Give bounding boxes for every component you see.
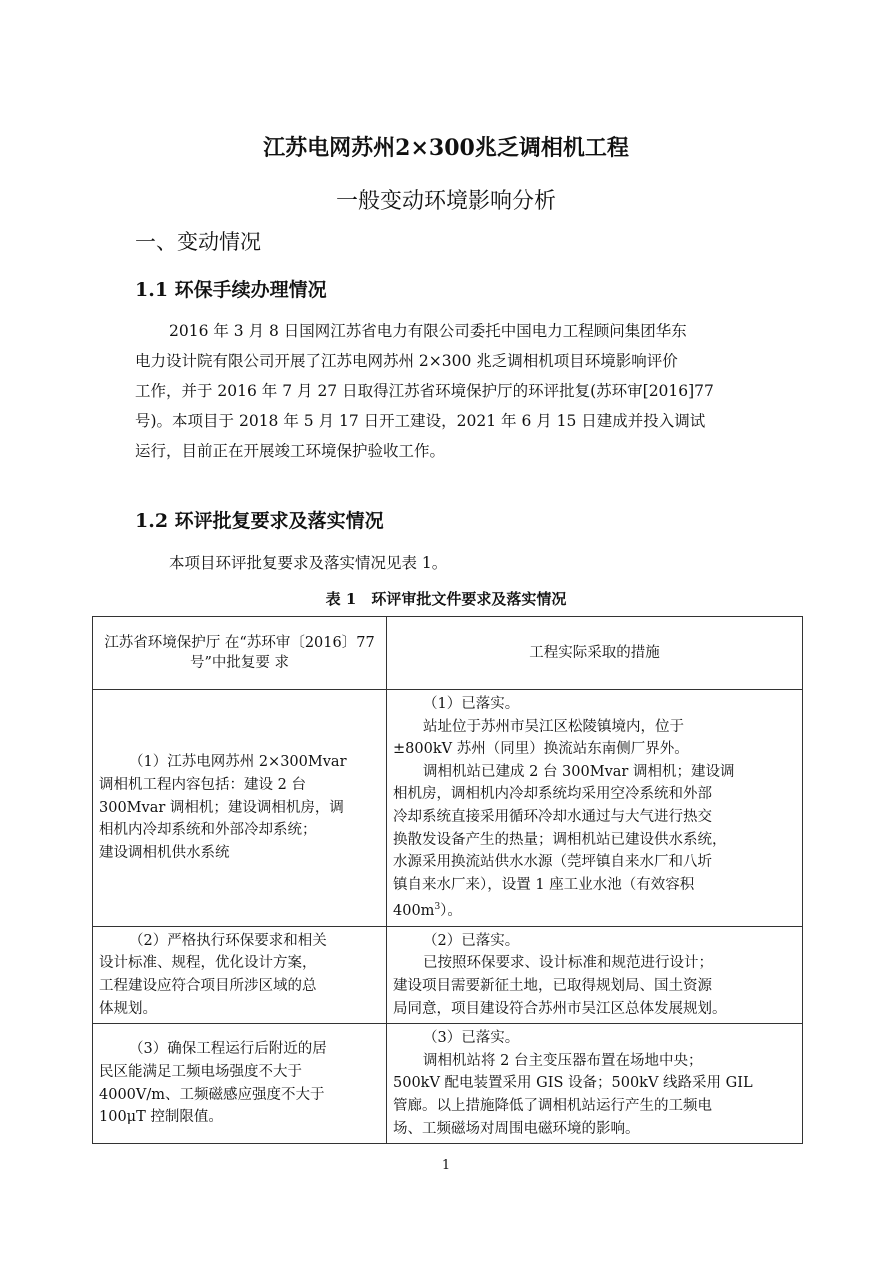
table-row [93,1024,803,1144]
paragraph-approval-procedures [135,316,765,466]
table-row [93,926,803,1023]
section-heading-1-1: 1.1 环保手续办理情况 [135,279,327,301]
paragraph-line: 本项目环评批复要求及落实情况见表 1。 [169,554,448,572]
paragraph-table-reference [135,548,765,578]
requirement-cell: （2）严格执行环保要求和相关 设计标准、规程，优化设计方案， 工程建设应符合项目所涉区域的总 体规划。 [93,926,387,1023]
document-title: 江苏电网苏州2×300兆乏调相机工程 [263,135,629,161]
table-row [93,690,803,927]
page-number: 1 [441,1158,451,1173]
table-header-row [93,617,803,690]
section-heading-1-2: 1.2 环评批复要求及落实情况 [135,510,384,532]
paragraph-line: 运行，目前正在开展竣工环境保护验收工作。 [135,442,446,460]
requirement-cell: （1）江苏电网苏州 2×300Mvar 调相机工程内容包括：建设 2 台 300Mvar 调相机；建设调相机房，调 相机内冷却系统和外部冷却系统； 建设调相机供水系统 [93,690,387,927]
document-subtitle: 一般变动环境影响分析 [335,189,556,214]
header-cell-requirements: 江苏省环境保护厅 在“苏环审〔2016〕77 号”中批复要 求 [93,617,387,690]
measure-cell: （2）已落实。 已按照环保要求、设计标准和规范进行设计； 建设项目需要新征土地，已取得规划局、国土资源 局同意，项目建设符合苏州市吴江区总体发展规划。 [387,926,803,1023]
requirements-table [92,616,803,1144]
paragraph-line: 2016 年 3 月 8 日国网江苏省电力有限公司委托中国电力工程顾问集团华东 [169,322,687,340]
paragraph-line: 工作，并于 2016 年 7 月 27 日取得江苏省环境保护厅的环评批复(苏环审[2016]77 [135,382,714,400]
measure-cell: （3）已落实。 调相机站将 2 台主变压器布置在场地中央； 500kV 配电装置采用 GIS 设备；500kV 线路采用 GIL 管廊。以上措施降低了调相机站运行产生的工频电 场、工频磁场对周围电磁环境的影响。 [387,1024,803,1144]
section-heading-1: 一、变动情况 [135,230,261,254]
table-caption: 表 1 环评审批文件要求及落实情况 [325,590,567,608]
paragraph-line: 号)。本项目于 2018 年 5 月 17 日开工建设，2021 年 6 月 15 日建成并投入调试 [135,412,706,430]
measure-cell: （1）已落实。 站址位于苏州市吴江区松陵镇境内，位于 ±800kV 苏州（同里）换流站东南侧厂界外。 调相机站已建成 2 台 300Mvar 调相机；建设调 相机房，调相机内冷却系统均采用空冷系统和外部 冷却系统直接采用循环冷却水通过与大气进行热交 换散发设备产生的热量；调相机站已建设供水系统， 水源采用换流站供水水源（莞坪镇自来水厂和八圻 镇自来水厂来），设置 1 座工业水池（有效容积 $400m^3$）。 [387,690,803,927]
header-cell-measures: 工程实际采取的措施 [387,617,803,690]
paragraph-line: 电力设计院有限公司开展了江苏电网苏州 2×300 兆乏调相机项目环境影响评价 [135,352,678,370]
requirement-cell: （3）确保工程运行后附近的居 民区能满足工频电场强度不大于 4000V/m、工频磁感应强度不大于 100μT 控制限值。 [93,1024,387,1144]
